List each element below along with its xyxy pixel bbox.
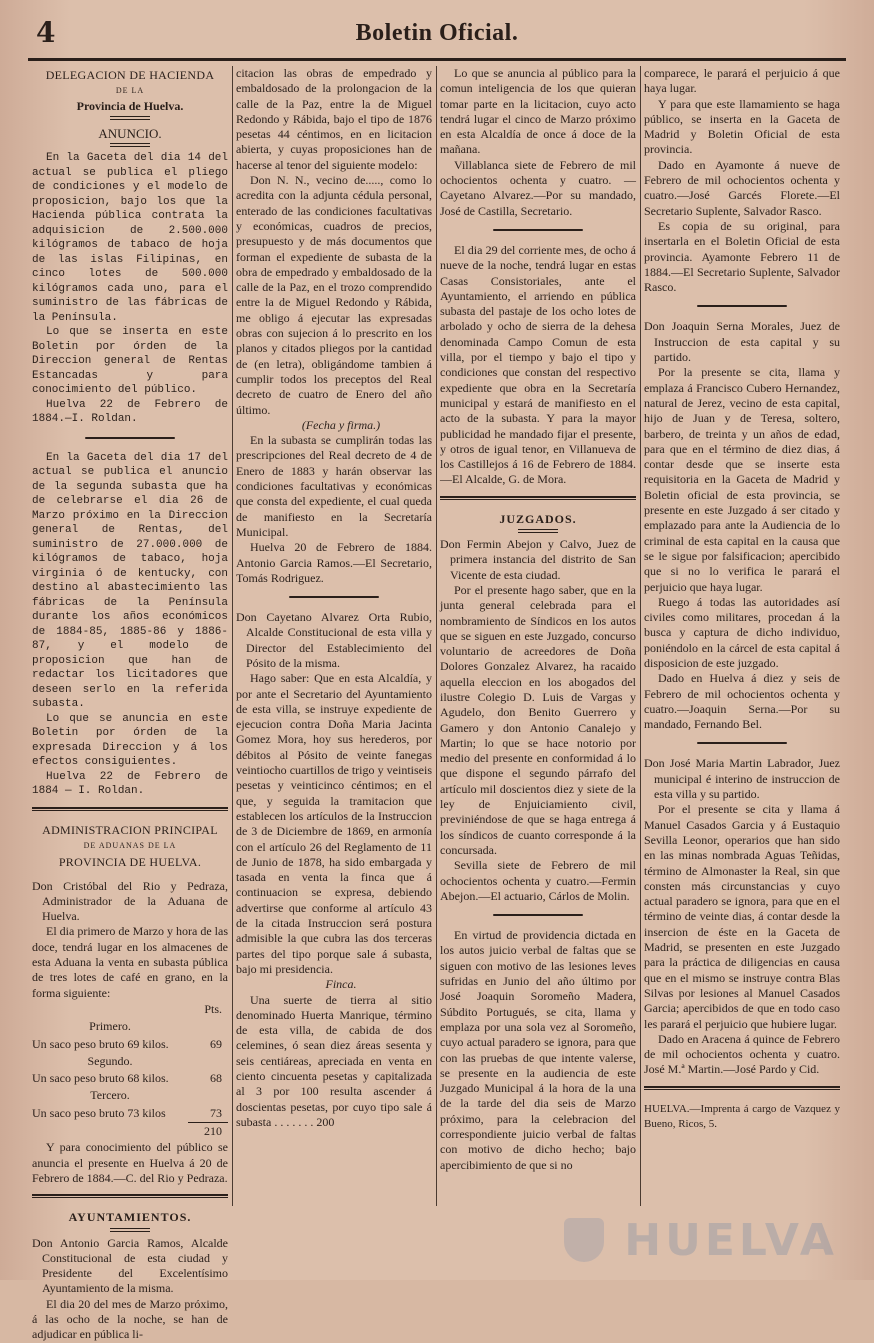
paragraph: Por la presente se cita, llama y emplaza á Francisco Cubero Hernandez, natural de Jerez, vecino de esta capital, hijo de Juan y de Teresa, soltero, barbero, de treinta y un años de edad, para que en el término de diez dias, á contar desde que se inserte esta requisitoria en la Gaceta de Madrid y Boletin oficial de esta provincia, se presente en este Juzgado á ser citado y emplazado para ante la Audiencia de lo criminal de esta capital en la causa que se le sigue por falsificacion; apercibido que si no lo verifica le parará el perjuicio que haya lugar. (644, 365, 840, 594)
short-rule (518, 529, 558, 533)
paragraph: Don José Maria Martin Labrador, Juez municipal é interino de instruccion de esta villa y su partido. (644, 756, 840, 802)
paragraph: En la subasta se cumplirán todas las prescripciones del Real decreto de 4 de Enero de 1883 y harán observar las condiciones facultativas y económicas que consta del expediente, el cual queda de manifiesto en la Secretaría Municipal. (236, 433, 432, 539)
paragraph: Don Antonio Garcia Ramos, Alcalde Constitucional de esta ciudad y Presidente del Excelentísimo Ayuntamiento de la misma. (32, 1235, 228, 1296)
column-3 (440, 66, 636, 1246)
paragraph: citacion las obras de empedrado y embaldosado de la prolongacion de la calle de la Paz, entre la de Miguel Redondo y Rábida, bajo el tipo de 1876 pesetas 44 céntimos, en en licitacion abierta, y cuyas proposiciones han de hacerse al tenor del siguiente modelo: (236, 66, 432, 172)
section-rule (32, 1194, 228, 1198)
signature: Villablanca siete de Febrero de mil ochocientos ochenta y cuatro. —Cayetano Alvarez.—Por su mandado, José de Castilla, Secretario. (440, 157, 636, 218)
paragraph: El dia primero de Marzo y hora de las doce, tendrá lugar en los almacenes de esta Aduana la venta en subasta pública de tres lotes de café en grano, en la forma siguiente: (32, 924, 228, 1000)
paragraph: En la Gaceta del dia 17 del actual se publica el anuncio de la segunda subasta que ha de celebrarse el dia 26 de Marzo próximo en la Direccion general de Rentas, del suministro de 27.000.000 de kilógramos de tabaco, hoja virginia ó de kentucky, con destino al abastecimiento las fábricas de la Península durante los años económicos de 1884-85, 1885-86 y 1886-87, y el modelo de proposicion que han de redactar los licitadores que deseen serlo en la referida subasta. (32, 451, 228, 711)
section-province: Provincia de Huelva. (76, 98, 184, 113)
section-heading: AYUNTAMIENTOS. (68, 1210, 192, 1225)
paragraph: Don Joaquin Serna Morales, Juez de Instruccion de esta capital y su partido. (644, 319, 840, 365)
paragraph: El dia 29 del corriente mes, de ocho á nueve de la noche, tendrá lugar en estas Casas Consistoriales, ante el Ayuntamiento, el arriendo en pública subasta del pastaje de los ocho lotes de arbolado y ocho de sierra de la dehesa denominada Campo Comun de esta villa, por el tiempo y bajo el tipo y condiciones que constan del respectivo expediente que obra en la Secretaría municipal y estará de manifiesto en el acto de la subasta. Y para la mayor publicidad he mandado fijar el presente, y otros de igual tenor, en Villanueva de los Castillejos á 16 de Febrero de 1884.—El Alcalde, G. de Mora. (440, 242, 636, 487)
paragraph: Y para conocimiento del público se anuncia el presente en Huelva á 20 de Febrero de 1884.—C. del Rio y Pedraza. (32, 1140, 228, 1185)
shield-icon (564, 1218, 604, 1262)
column-divider (640, 66, 641, 1206)
separator (697, 305, 787, 307)
column-1 (32, 66, 228, 1342)
separator (289, 596, 379, 598)
paragraph: Es copia de su original, para insertarla en el Boletin Oficial de esta provincia. Ayamonte Febrero 11 de 1884.—El Secretario Suplente, Salvador Rasco. (644, 218, 840, 295)
section-heading: ADMINISTRACION PRINCIPAL (42, 822, 218, 837)
lot-label: Segundo. (87, 1053, 133, 1068)
lot-desc: Un saco peso bruto 73 kilos (32, 1105, 166, 1120)
paragraph: Ruego á todas las autoridades así civiles como militares, procedan á la busca y captura de dicho individuo, poniéndolo en la cárcel de esta capital á disposicion de este juzgado. (644, 594, 840, 670)
anuncio-heading: ANUNCIO. (98, 125, 162, 141)
lots-table (32, 1001, 228, 1140)
separator (697, 742, 787, 744)
paragraph: Y para que este llamamiento se haga público, se inserta en la Gaceta de Madrid y Boletin Oficial de esta provincia. (644, 96, 840, 157)
imprint: HUELVA.—Imprenta á cargo de Vazquez y Bueno, Ricos, 5. (644, 1102, 840, 1130)
paragraph: En la Gaceta del dia 14 del actual se publica el pliego de condiciones y el modelo de proposicion, bajo los que la Hacienda pública contrata la adquisicion de 2.500.000 kilógramos de tabaco de hoja de las islas Filipinas, en cinco lotes de 500.000 kilógramos cada uno, para el suministro de las fábricas de la Península. (32, 152, 228, 324)
lot-desc: Un saco peso bruto 69 kilos. (32, 1036, 169, 1051)
paragraph: Don Cristóbal del Rio y Pedraza, Administrador de la Aduana de Huelva. (32, 878, 228, 924)
column-4 (644, 66, 840, 1246)
header-rule (28, 58, 846, 61)
column-divider (232, 66, 233, 1206)
signature: Sevilla siete de Febrero de mil ochocientos ochenta y cuatro.—Fermin Abejon.—El actuario, Cárlos de Molin. (440, 858, 636, 903)
page-header (28, 14, 846, 54)
paragraph: Lo que se anuncia al público para la comun inteligencia de los que quieran tomar parte en la licitacion, cuyo acto tendrá lugar el cinco de Marzo próximo en esta Alcaldía de once á doce de la mañana. (440, 66, 636, 157)
section-rule (440, 496, 636, 500)
signature: Huelva 22 de Febrero de 1884 — I. Roldan. (32, 770, 228, 798)
section-province: PROVINCIA DE HUELVA. (58, 855, 202, 870)
paragraph: Don Fermin Abejon y Calvo, Juez de primera instancia del distrito de San Vicente de esta ciudad. (440, 537, 636, 582)
watermark-logo: HUELVA (624, 1215, 838, 1266)
page-title: Boletin Oficial. (355, 20, 519, 46)
paragraph: Don N. N., vecino de....., como lo acredita con la adjunta cédula personal, enterado de las condiciones facultativas y económicas, cuadros de precios, presupuesto y de más documentos que forman el expediente de subasta de la obra de empedrado y embaldosado de la calle de la Paz, en el trozo comprendido entre la de Miguel Redondo y Rábida, me obligo á ejecutar las expresadas obras con sujecion á lo prescrito en los planos y citados pliegos por la cantidad de (en letra), obligándome tambien á cumplir todos los preceptos del Real decreto de cuatro de Enero del año último. (236, 173, 432, 417)
paragraph: Lo que se inserta en este Boletin por órden de la Direccion general de Rentas Estancadas y para conocimiento del público. (32, 326, 228, 397)
lot-total: 210 (188, 1123, 228, 1141)
paragraph: Lo que se anuncia en este Boletin por órden de la expresada Direccion y á los efectos consiguientes. (32, 712, 228, 769)
short-rule (110, 116, 150, 120)
paragraph: Por el presente hago saber, que en la junta general celebrada para el nombramiento de Síndicos en los autos que se siguen en este Juzgado, concurso voluntario de acreedores de Doña Dolores Gonzalez Alvarez, ha racaido aquella eleccion en los abogados del ilustre Colegio D. Luis de Vargas y Agudelo, don Benito Guerrero y Gamero y don Antonio Canalejo y Martin; lo que se hace notorio por medio del presente en conformidad á lo que dispone el segundo párrafo del artículo mil doscientos diez y siete de la ley de Enjuiciamiento civil, previniéndose de que se haga entrega á los síndicos de cuanto corresponde á la concursada. (440, 582, 636, 857)
section-rule (644, 1086, 840, 1090)
lot-value: 69 (210, 1036, 222, 1051)
paragraph: Una suerte de tierra al sitio denominado Huerta Manrique, término de esta villa, de cabida de dos celemines, ó sean diez áreas sesenta y seis centiáreas, apreciada en venta en ciento cincuenta pesetas y capitalizada al 3 por 100 resulta ascender á doscientas pesetas, por cuyo tipo sale á subasta . . . . . . . 200 (236, 992, 432, 1129)
signature: Dado en Aracena á quince de Febrero de mil ochocientos ochenta y cuatro. José M.ª Martin.—José Pardo y Cid. (644, 1031, 840, 1077)
fecha-note: (Fecha y firma.) (301, 417, 381, 432)
lot-label: Tercero. (90, 1088, 130, 1103)
paragraph: comparece, le parará el perjuicio á que haya lugar. (644, 66, 840, 96)
section-rule (32, 807, 228, 811)
section-subheading: DE LA (115, 86, 145, 96)
lot-value: 73 (210, 1105, 222, 1120)
section-subheading: DE ADUANAS DE LA (83, 840, 177, 850)
section-heading: DELEGACION DE HACIENDA (45, 68, 215, 82)
lot-desc: Un saco peso bruto 68 kilos. (32, 1071, 169, 1086)
paragraph: Dado en Ayamonte á nueve de Febrero de mil ochocientos ochenta y cuatro.—José Garcés Florete.—El Secretario Suplente, Salvador Rasco. (644, 157, 840, 218)
signature: Huelva 20 de Febrero de 1884. Antonio Garcia Ramos.—El Secretario, Tomás Rodriguez. (236, 540, 432, 585)
separator (85, 437, 175, 439)
unit-label: Pts. (204, 1001, 222, 1016)
paragraph: Hago saber: Que en esta Alcaldía, y por ante el Secretario del Ayuntamiento de esta villa, se instruye expediente de ejecucion contra Doña Maria Jacinta Gomez Mora, hoy sus herederos, por débitos al Pósito de veinte fanegas veintiocho cuartillos de trigo y veintiseis pesetas y veinticinco céntimos; en el que, y seguida la tramitacion que establecen los artículos de la Instruccion de 3 de Diciembre de 1869, en armonía con el artículo 26 del Reglamento de 11 de Junio de 1878, ha sido embargada y tasada en venta la finca que á continuacion se expresa, debiendo advertirse que conforme al artículo 43 de la citada Instruccion será postura admisible la que cubra las dos terceras partes del tipo porque sale á subasta, bajo mi presidencia. (236, 671, 432, 976)
signature: Dado en Huelva á diez y seis de Febrero de mil ochocientos ochenta y cuatro.—Joaquin Serna.—Por su mandado, Fernando Bel. (644, 671, 840, 732)
paragraph: El dia 20 del mes de Marzo próximo, á las ocho de la noche, se han de adjudicar en pública li- (32, 1296, 228, 1342)
short-rule (110, 143, 150, 147)
signature: Huelva 22 de Febrero de 1884.—I. Roldan. (32, 398, 228, 426)
lot-label: Primero. (89, 1019, 131, 1034)
separator (493, 229, 583, 231)
finca-heading: Finca. (325, 977, 357, 992)
paragraph: Por el presente se cita y llama á Manuel Casados Garcia y á Eustaquio Sevilla Leonor, operarios que han sido en las minas nombrada Aguas Teñidas, término de Almonaster la Real, sin que consten más circunstancias y cuyo actual paradero se ignora, para que en el término de veinte dias, á contar desde la insercion de éste en la Gaceta de Madrid, se presenten en este Juzgado para la práctica de diligencias en causa que en el mismo se instruye contra Blas Silvas por lesiones al Manuel Casados Garcia; apercibidos de que en todo caso les parará el perjuicio que hubiere lugar. (644, 802, 840, 1031)
separator (493, 914, 583, 916)
column-2 (236, 66, 432, 1246)
lot-value: 68 (210, 1071, 222, 1086)
column-divider (436, 66, 437, 1206)
paragraph: Don Cayetano Alvarez Orta Rubio, Alcalde Constitucional de esta villa y Director del Establecimiento del Pósito de la misma. (236, 610, 432, 670)
short-rule (110, 1228, 150, 1232)
page-number: 4 (36, 16, 56, 49)
paragraph: En virtud de providencia dictada en los autos juicio verbal de faltas que se siguen con motivo de las lesiones leves sufridas en Junio del año último por José Joaquin Soromeño Madera, Súbdito Portugués, se cita, llama y emplaza por una sola vez al Soromeño, cuyo actual paradero se ignora, para que con las pruebas de que intente valerse, se presente en la audiencia de este Juzgado Municipal á la hora de la una de la tarde del dia seis de Marzo próximo, para la celebracion del correspondiente juicio verbal de faltas con motivo de dicho hecho; bajo apercibimiento de que si no (440, 928, 636, 1172)
section-heading: JUZGADOS. (499, 511, 577, 526)
